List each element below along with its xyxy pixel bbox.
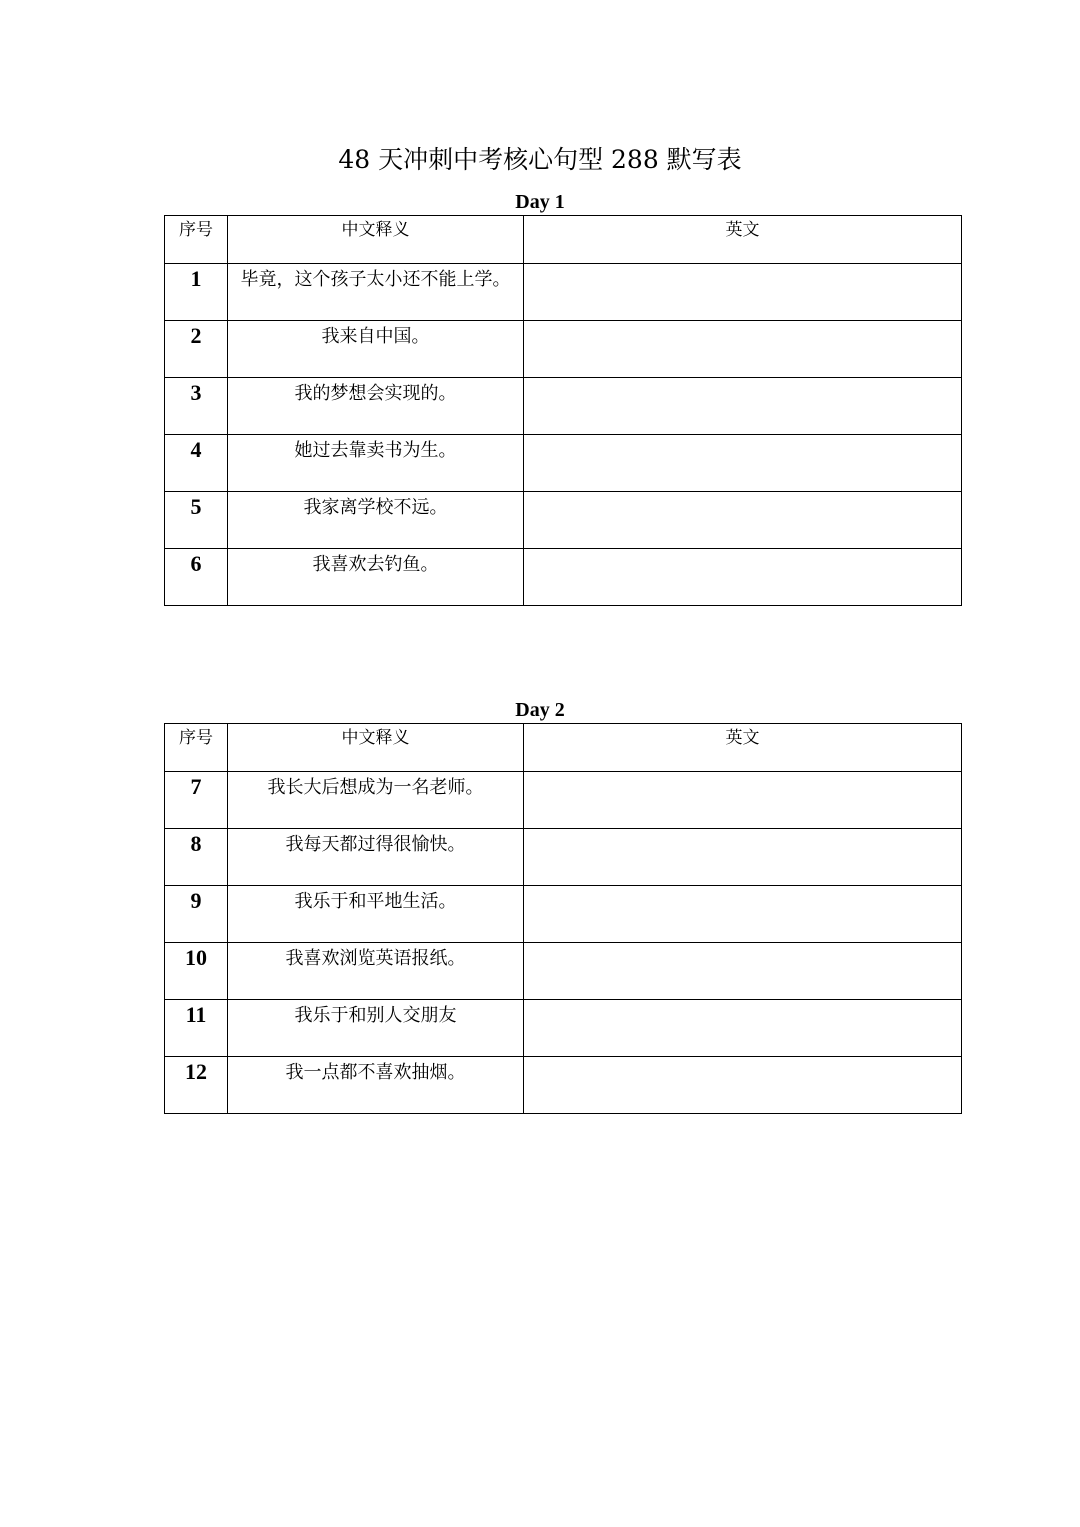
row-english-answer[interactable]: [524, 886, 962, 943]
day-1-table: [164, 215, 962, 606]
row-number: [165, 1000, 228, 1057]
row-number-text: 6: [190, 551, 202, 576]
row-chinese: 我乐于和别人交朋友: [228, 1000, 524, 1057]
row-english-answer[interactable]: [524, 492, 962, 549]
table-header-row: [165, 724, 962, 772]
row-chinese: 我家离学校不远。: [228, 492, 524, 549]
row-number: [165, 943, 228, 1000]
page-title: 48 天冲刺中考核心句型 288 默写表: [338, 145, 742, 174]
row-number: [165, 1057, 228, 1114]
row-chinese: 我乐于和平地生活。: [228, 886, 524, 943]
row-number: [165, 492, 228, 549]
row-number-text: 8: [190, 831, 202, 856]
row-english-answer[interactable]: [524, 1057, 962, 1114]
table-row: [165, 943, 962, 1000]
row-number-text: 9: [190, 888, 202, 913]
row-english-answer[interactable]: [524, 549, 962, 606]
header-english: 英文: [524, 216, 962, 264]
row-number: [165, 772, 228, 829]
row-chinese: 我一点都不喜欢抽烟。: [228, 1057, 524, 1114]
row-english-answer[interactable]: [524, 943, 962, 1000]
header-chinese: 中文释义: [228, 216, 524, 264]
day-1-heading: Day 1: [515, 191, 565, 213]
row-number: [165, 378, 228, 435]
row-number-text: 10: [185, 945, 207, 970]
table-row: [165, 378, 962, 435]
table-header-row: [165, 216, 962, 264]
header-number: 序号: [165, 724, 228, 772]
row-number: [165, 886, 228, 943]
table-row: [165, 321, 962, 378]
row-number-text: 3: [190, 380, 202, 405]
row-chinese: 我喜欢浏览英语报纸。: [228, 943, 524, 1000]
table-row: [165, 549, 962, 606]
row-chinese: 我的梦想会实现的。: [228, 378, 524, 435]
row-chinese: 我长大后想成为一名老师。: [228, 772, 524, 829]
table-row: [165, 435, 962, 492]
table-row: [165, 264, 962, 321]
table-row: [165, 1057, 962, 1114]
row-english-answer[interactable]: [524, 264, 962, 321]
row-english-answer[interactable]: [524, 772, 962, 829]
header-number: 序号: [165, 216, 228, 264]
row-english-answer[interactable]: [524, 321, 962, 378]
row-number-text: 1: [190, 266, 202, 291]
header-english: 英文: [524, 724, 962, 772]
row-chinese: 她过去靠卖书为生。: [228, 435, 524, 492]
row-chinese: 我来自中国。: [228, 321, 524, 378]
table-row: [165, 886, 962, 943]
row-chinese: 我喜欢去钓鱼。: [228, 549, 524, 606]
row-number-text: 7: [190, 774, 202, 799]
row-english-answer[interactable]: [524, 378, 962, 435]
row-english-answer[interactable]: [524, 435, 962, 492]
row-number: [165, 549, 228, 606]
row-chinese: 毕竟，这个孩子太小还不能上学。: [228, 264, 524, 321]
row-number-text: 4: [190, 437, 202, 462]
row-number-text: 12: [185, 1059, 207, 1084]
row-chinese: 我每天都过得很愉快。: [228, 829, 524, 886]
table-row: [165, 492, 962, 549]
table-row: [165, 772, 962, 829]
row-number: [165, 435, 228, 492]
table-row: [165, 1000, 962, 1057]
row-english-answer[interactable]: [524, 1000, 962, 1057]
table-row: [165, 829, 962, 886]
row-number: [165, 321, 228, 378]
day-2-table: [164, 723, 962, 1114]
row-number: [165, 829, 228, 886]
row-english-answer[interactable]: [524, 829, 962, 886]
day-2-heading: Day 2: [515, 699, 565, 721]
row-number-text: 5: [190, 494, 202, 519]
row-number: [165, 264, 228, 321]
header-chinese: 中文释义: [228, 724, 524, 772]
row-number-text: 2: [190, 323, 202, 348]
row-number-text: 11: [185, 1002, 207, 1027]
